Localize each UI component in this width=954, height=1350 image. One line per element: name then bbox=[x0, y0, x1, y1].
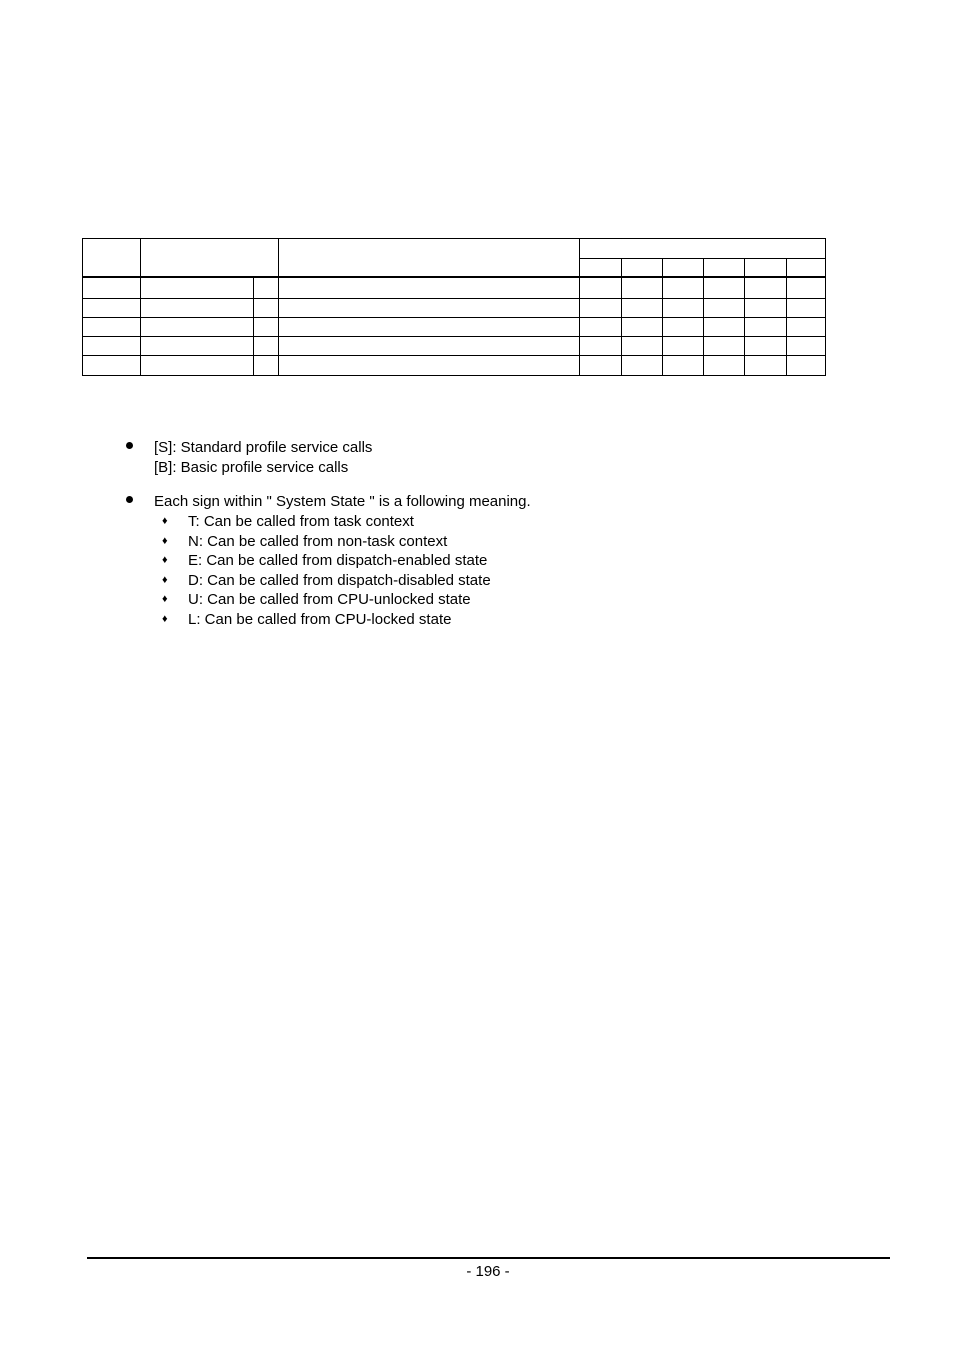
profile-note-basic: [B]: Basic profile service calls bbox=[154, 458, 349, 476]
bullet-dot-icon bbox=[126, 496, 133, 503]
diamond-bullet-icon: ♦ bbox=[162, 573, 168, 586]
bullet-dot-icon bbox=[126, 442, 133, 449]
system-state-item: T: Can be called from task context bbox=[188, 513, 414, 530]
system-state-item: U: Can be called from CPU-unlocked state bbox=[188, 591, 471, 608]
system-state-item: N: Can be called from non-task context bbox=[188, 532, 448, 550]
diamond-bullet-icon: ♦ bbox=[162, 593, 168, 605]
diamond-bullet-icon: ♦ bbox=[162, 534, 168, 547]
profile-note-standard: [S]: Standard profile service calls bbox=[154, 439, 373, 456]
diamond-bullet-icon: ♦ bbox=[162, 612, 168, 625]
diamond-bullet-icon: ♦ bbox=[162, 515, 168, 527]
system-state-intro: Each sign within " System State " is a following meaning. bbox=[154, 493, 531, 510]
page-number: - 196 - bbox=[466, 1263, 510, 1280]
system-state-item: L: Can be called from CPU-locked state bbox=[188, 610, 452, 628]
system-state-item: E: Can be called from dispatch-enabled state bbox=[188, 552, 488, 569]
system-state-item: D: Can be called from dispatch-disabled state bbox=[188, 571, 491, 589]
footer-rule bbox=[87, 1257, 890, 1259]
diamond-bullet-icon: ♦ bbox=[162, 554, 168, 566]
